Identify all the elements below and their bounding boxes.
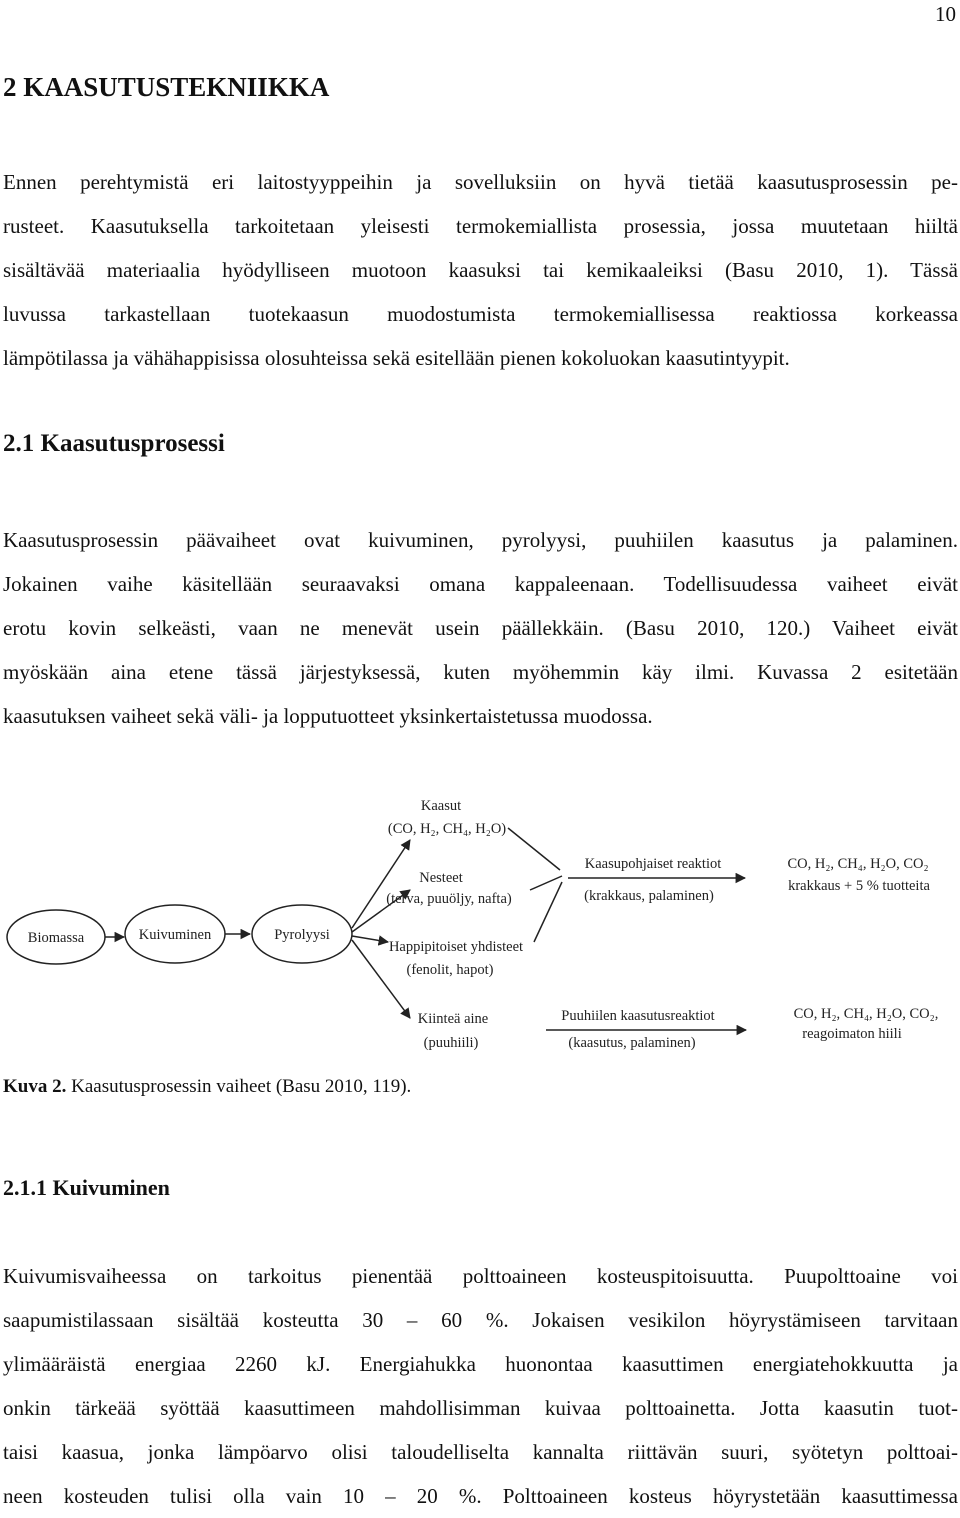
paragraph-line: myöskään aina etene tässä järjestyksessä, kuten myöhemmin käy ilmi. Kuvassa 2 esitetään [3,660,958,684]
paragraph-line: rusteet. Kaasutuksella tarkoitetaan yleisesti termokemiallista prosessia, jossa muutetaan hiiltä [3,214,958,238]
paragraph-line: taisi kaasua, jonka lämpöarvo olisi taloudelliselta kannalta riittävän suuri, syötetyn polttoai- [3,1440,958,1464]
gases-label: Kaasut [420,798,462,814]
gases-detail: (CO, H₂, CH₄, H₂O) [387,821,507,837]
char-products-label: CO, H₂, CH₄, H₂O, CO₂, [793,1006,939,1022]
gasification-diagram [0,790,960,1070]
paragraph-line: lämpötilassa ja vähähappisissa olosuhteissa sekä esitellään pienen kokoluokan kaasutintyypit. [3,346,790,370]
char-detail: (puuhiili) [423,1035,479,1051]
paragraph-line: Kuivumisvaiheessa on tarkoitus pienentää polttoaineen kosteuspitoisuutta. Puupolttoaine voi [3,1264,958,1288]
page-number: 10 [935,2,956,26]
gas-reactions-label: Kaasupohjaiset reaktiot [584,856,722,872]
biomass-label: Biomassa [27,930,85,946]
section-paragraph [3,518,958,738]
caption-text: Kaasutusprosessin vaiheet (Basu 2010, 119). [66,1076,412,1097]
paragraph-line: Jokainen vaihe käsitellään seuraavaksi omana kappaleenaan. Todellisuudessa vaiheet eivät [3,572,958,596]
subsection-heading: 2.1.1 Kuivuminen [3,1175,170,1200]
paragraph-line: sisältävää materiaalia hyödylliseen muotoon kaasuksi tai kemikaaleiksi (Basu 2010, 1). Tässä [3,258,958,282]
paragraph-line: kaasutuksen vaiheet sekä väli- ja lopputuotteet yksinkertaistetussa muodossa. [3,704,653,728]
arrow-to-oxygenates [352,936,388,942]
char-reactions-detail: (kaasutus, palaminen) [568,1035,696,1051]
subsection-paragraph [3,1254,958,1518]
paragraph-line: onkin tärkeää syöttää kaasuttimeen mahdollisimman kuivaa polttoainetta. Jotta kaasutin tuot- [3,1396,958,1420]
char-reactions-label: Puuhiilen kaasutusreaktiot [561,1008,715,1024]
paragraph-line: saapumistilassaan sisältää kosteutta 30 – 60 %. Jokaisen vesikilon höyrystämiseen tarvitaan [3,1308,958,1332]
liquids-detail: (terva, puuöljy, nafta) [386,891,512,907]
oxygenates-detail: (fenolit, hapot) [406,962,494,978]
paragraph-line: Ennen perehtymistä eri laitostyyppeihin ja sovelluksiin on hyvä tietää kaasutusprosessin pe- [3,170,958,194]
arrow-to-gases [352,840,410,928]
caption-label: Kuva 2. [3,1076,67,1097]
connector-liquids [530,876,562,890]
paragraph-line: Kaasutusprosessin päävaiheet ovat kuivuminen, pyrolyysi, puuhiilen kaasutus ja palaminen. [3,528,958,552]
gas-products-detail: krakkaus + 5 % tuotteita [788,878,930,894]
drying-label: Kuivuminen [138,927,212,943]
figure-caption [3,1076,411,1098]
gas-reactions-detail: (krakkaus, palaminen) [584,888,714,904]
connector-oxygenates [534,882,562,942]
section-heading: 2.1 Kaasutusprosessi [3,430,225,457]
paragraph-line: ylimääräistä energiaa 2260 kJ. Energiahukka huonontaa kaasuttimen energiatehokkuutta ja [3,1352,958,1376]
connector-gases [508,828,560,870]
paragraph-line: erotu kovin selkeästi, vaan ne menevät usein päällekkäin. (Basu 2010, 120.) Vaiheet eivät [3,616,958,640]
chapter-heading: 2 KAASUTUSTEKNIIKKA [3,72,330,102]
liquids-label: Nesteet [419,870,463,886]
paragraph-line: neen kosteuden tulisi olla vain 10 – 20 %. Polttoaineen kosteus höyrystetään kaasuttimessa [3,1484,958,1508]
pyrolysis-label: Pyrolyysi [274,927,330,943]
gas-products-label: CO, H₂, CH₄, H₂O, CO₂ [787,856,929,872]
intro-paragraph [3,160,958,380]
char-label: Kiinteä aine [417,1011,489,1027]
char-products-detail: reagoimaton hiili [802,1026,902,1042]
oxygenates-label: Happipitoiset yhdisteet [388,939,524,955]
paragraph-line: luvussa tarkastellaan tuotekaasun muodostumista termokemiallisessa reaktiossa korkeassa [3,302,958,326]
